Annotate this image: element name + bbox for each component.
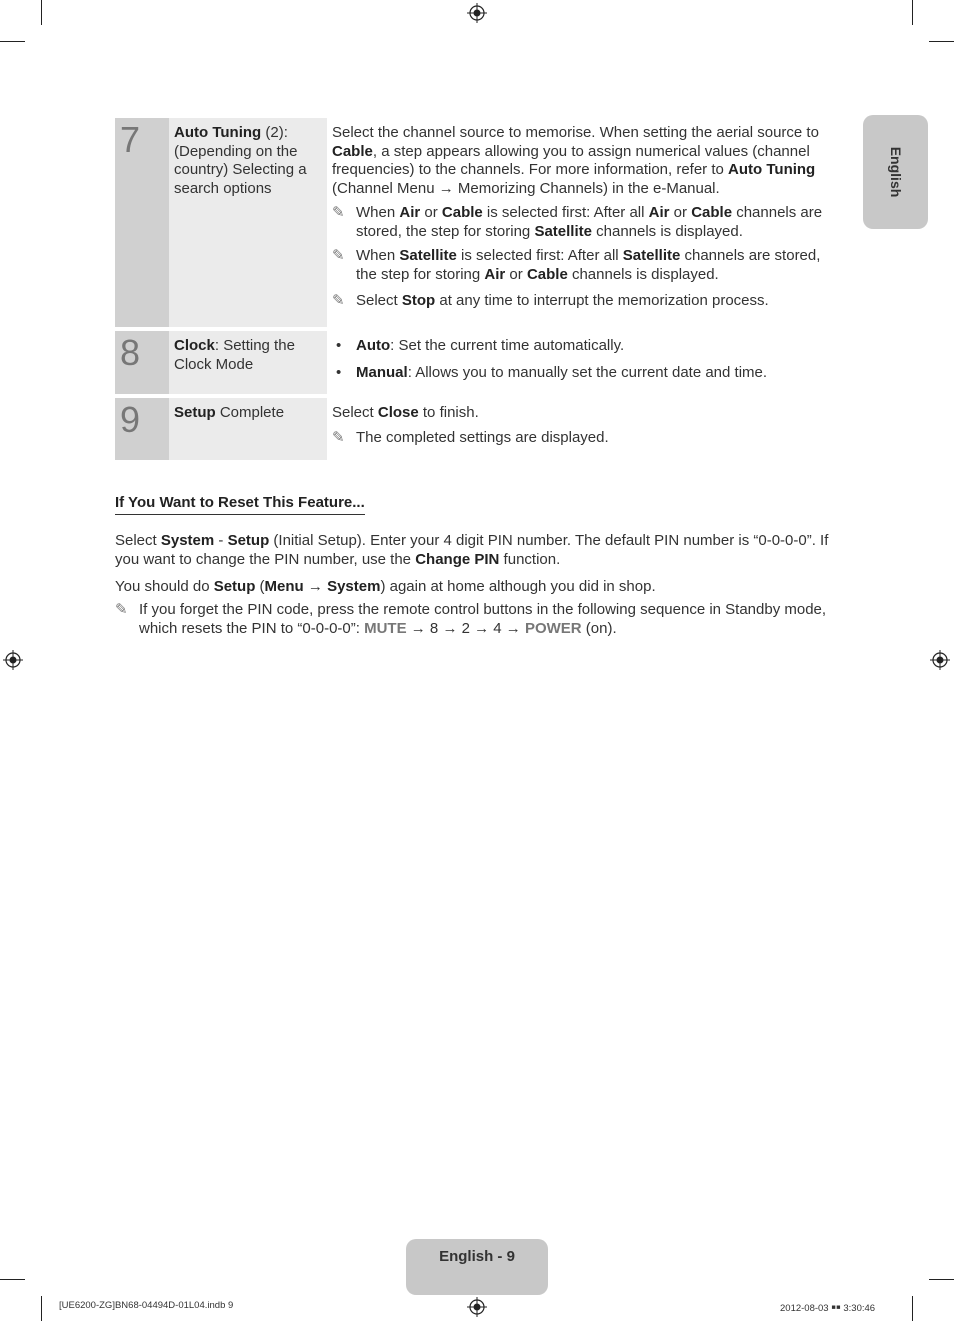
page-label: English - 9 [439, 1248, 515, 1265]
step-description [327, 331, 830, 394]
step-description: Select Close to finish. ✎ The completed settings are displayed. [327, 398, 830, 460]
crop-mark [41, 1296, 42, 1321]
pencil-note-icon: ✎ [332, 247, 345, 264]
list-item: • Auto: Set the current time automatically. [336, 337, 625, 354]
reset-paragraph: You should do Setup (Menu → System) again at home although you did in shop. [115, 578, 656, 595]
language-tab [863, 115, 928, 229]
reset-paragraph: Select System - Setup (Initial Setup). Enter your 4 digit PIN number. The default PIN number is “0-0-0-0”. If you want to change the PIN number, use the Change PIN function. [115, 532, 829, 568]
note: ✎ When Satellite is selected first: After all Satellite channels are stored, the step for storing Air or Cable channels is displayed. [332, 247, 821, 283]
crop-mark [929, 1279, 954, 1280]
crop-mark [41, 0, 42, 25]
crop-mark [929, 41, 954, 42]
crop-mark [912, 1296, 913, 1321]
footer-file-info: [UE6200-ZG]BN68-04494D-01L04.indb 9 [59, 1300, 234, 1311]
note: ✎ The completed settings are displayed. [332, 428, 609, 446]
page-number-tab [406, 1239, 548, 1295]
note: ✎ Select Stop at any time to interrupt the memorization process. [332, 292, 769, 309]
list-item: • Manual: Allows you to manually set the current date and time. [336, 363, 768, 381]
language-tab-label: English [887, 146, 904, 198]
registration-mark-icon [3, 650, 23, 670]
reset-section [115, 493, 835, 638]
registration-mark-icon [930, 650, 950, 670]
step-row [115, 118, 830, 327]
crop-mark [912, 0, 913, 25]
step-description: Select the channel source to memorise. When setting the aerial source to Cable, a step appears allowing you to assign numerical values (channel frequencies) to the channels. For more information, refer to Auto Tuning (Channel Menu → Memorizing Channels) in the e-Manual. ✎ When Air or Cable is selected first: After all Air or Cable channels are stored, the step for storing Satellite channels is displayed. ✎ When Satellite is selected first: After all Satellite channels are stored, the step for storing Air or Cable channels is displayed. ✎ Select Stop at any time to interrupt the memorization process. [327, 118, 830, 327]
registration-mark-icon [467, 1297, 487, 1317]
crop-mark [0, 41, 25, 42]
reset-heading: If You Want to Reset This Feature... [115, 493, 365, 515]
step-title: Setup Complete [169, 398, 327, 460]
pencil-note-icon: ✎ [332, 428, 345, 446]
step-title: Auto Tuning (2): (Depending on the country) Selecting a search options [169, 118, 327, 327]
step-number: 8 [115, 331, 169, 394]
note: ✎ If you forget the PIN code, press the remote control buttons in the following sequence in Standby mode, which resets the PIN to “0-0-0-0”: MUTE → 8 → 2 → 4 → POWER (on). [115, 601, 827, 637]
pencil-note-icon: ✎ [115, 601, 128, 618]
note: ✎ When Air or Cable is selected first: After all Air or Cable channels are stored, the step for storing Satellite channels is displayed. [332, 204, 823, 240]
step-row [115, 331, 830, 394]
crop-mark [0, 1279, 25, 1280]
pencil-note-icon: ✎ [332, 292, 345, 309]
registration-mark-icon [467, 3, 487, 23]
step-number: 9 [115, 398, 169, 460]
pencil-note-icon: ✎ [332, 204, 345, 221]
steps-table [115, 118, 830, 464]
footer-timestamp: 2012-08-03 ￭￭ 3:30:46 [780, 1303, 876, 1314]
step-title: Clock: Setting the Clock Mode [169, 331, 327, 394]
step-row [115, 398, 830, 460]
step-number: 7 [115, 118, 169, 327]
